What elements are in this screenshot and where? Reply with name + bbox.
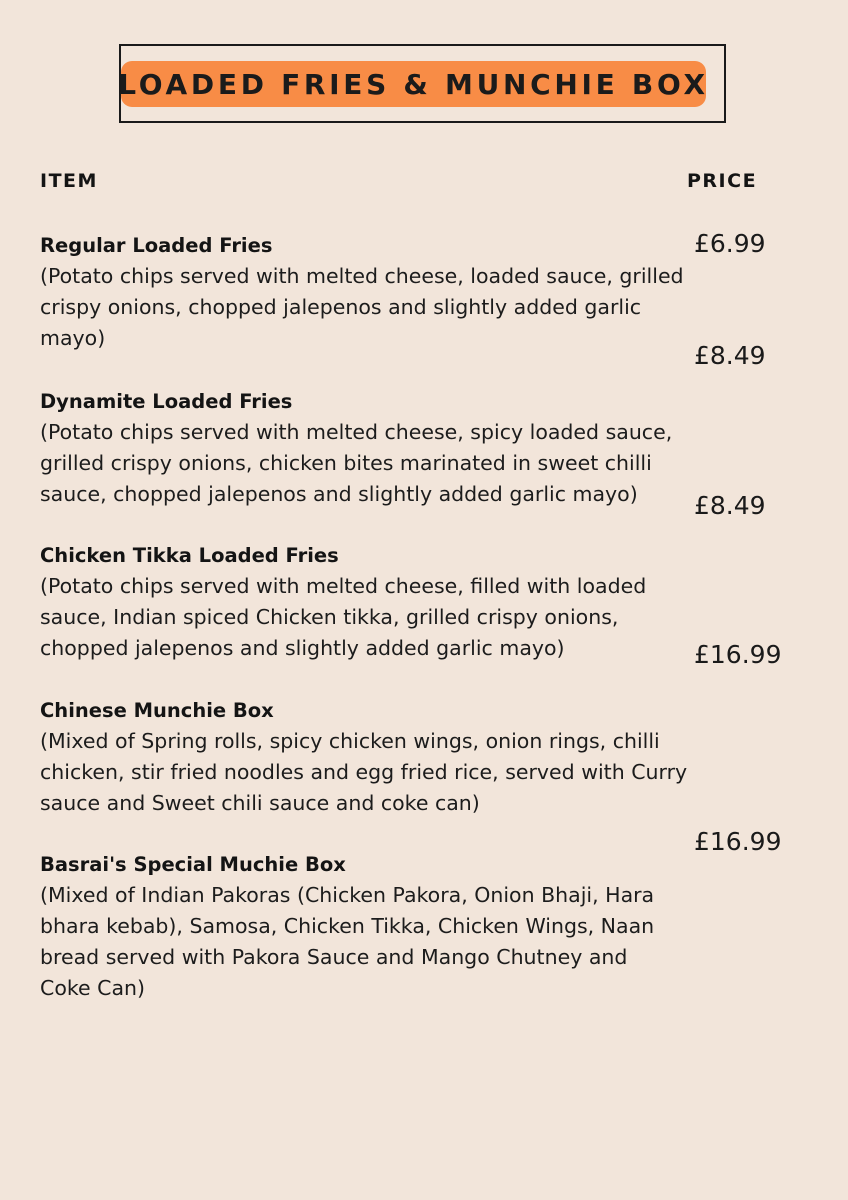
price-column-header: PRICE [687,170,758,192]
item-price: £16.99 [694,640,782,669]
item-name: Basrai's Special Muchie Box [40,853,346,876]
description-line: sauce and Sweet chili sauce and coke can) [40,791,480,815]
page-title: LOADED FRIES & MUNCHIE BOX [118,67,709,101]
description-line: sauce, Indian spiced Chicken tikka, grilled crispy onions, [40,605,619,629]
menu-item [40,849,680,1004]
item-price: £8.49 [694,491,766,520]
description-line: (Potato chips served with melted cheese, loaded sauce, grilled [40,264,684,288]
description-line: (Mixed of Indian Pakoras (Chicken Pakora, Onion Bhaji, Hara [40,883,655,907]
item-description [40,726,688,819]
menu-item [40,230,684,354]
menu-item [40,695,688,819]
description-line: mayo) [40,326,106,350]
description-line: (Mixed of Spring rolls, spicy chicken wings, onion rings, chilli [40,729,660,753]
item-description [40,261,684,354]
menu-item [40,386,680,510]
description-line: chopped jalepenos and slightly added garlic mayo) [40,636,565,660]
item-price: £6.99 [694,229,766,258]
item-description [40,571,680,664]
item-price: £8.49 [694,341,766,370]
description-line: bread served with Pakora Sauce and Mango Chutney and [40,945,628,969]
description-line: bhara kebab), Samosa, Chicken Tikka, Chicken Wings, Naan [40,914,655,938]
item-name: Regular Loaded Fries [40,234,273,257]
item-description [40,417,680,510]
description-line: chicken, stir fried noodles and egg fried rice, served with Curry [40,760,688,784]
title-banner [118,61,709,107]
description-line: Coke Can) [40,976,145,1000]
item-column-header: ITEM [40,170,98,192]
description-line: grilled crispy onions, chicken bites marinated in sweet chilli [40,451,652,475]
item-description [40,880,680,1004]
description-line: (Potato chips served with melted cheese, spicy loaded sauce, [40,420,673,444]
description-line: sauce, chopped jalepenos and slightly added garlic mayo) [40,482,638,506]
item-name: Chicken Tikka Loaded Fries [40,544,339,567]
menu-item [40,540,680,664]
item-name: Chinese Munchie Box [40,699,274,722]
description-line: (Potato chips served with melted cheese, filled with loaded [40,574,647,598]
description-line: crispy onions, chopped jalepenos and slightly added garlic [40,295,642,319]
item-name: Dynamite Loaded Fries [40,390,293,413]
item-price: £16.99 [694,827,782,856]
